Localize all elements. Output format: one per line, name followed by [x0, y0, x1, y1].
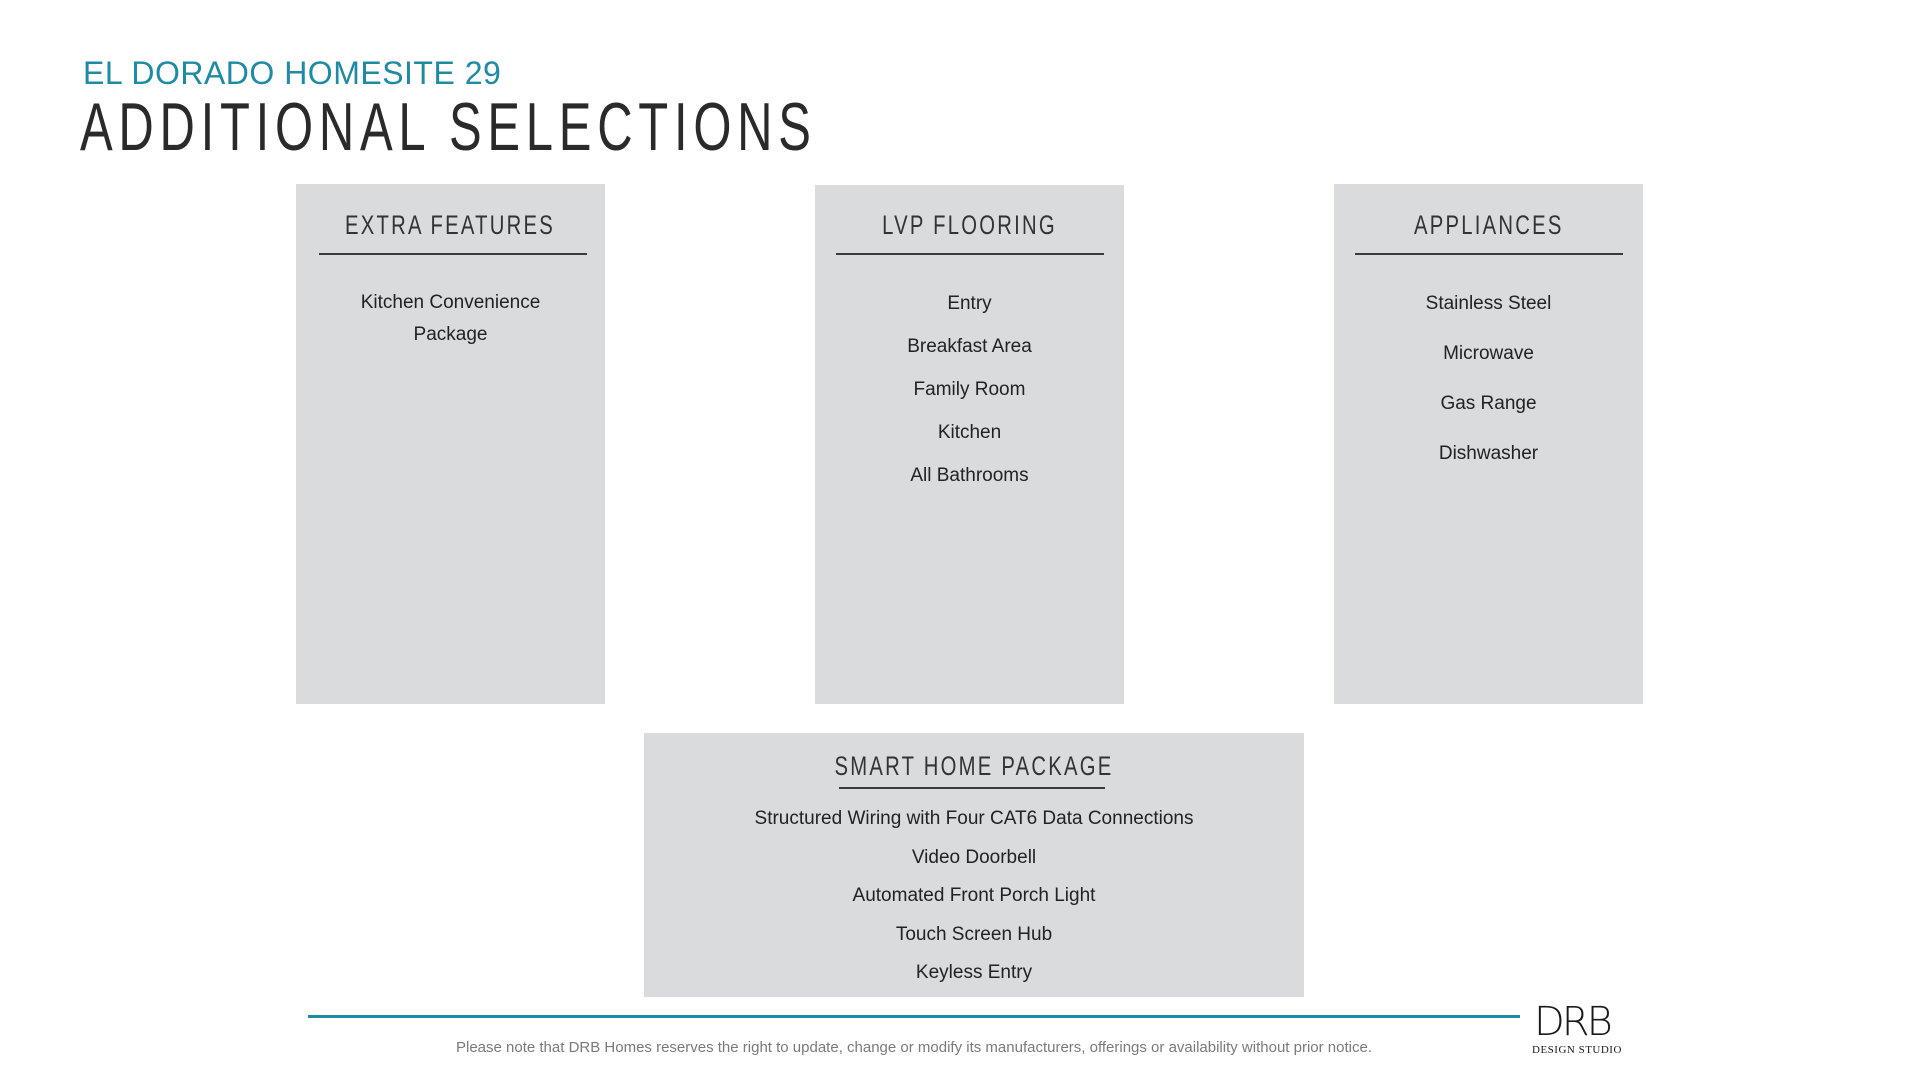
panel-smart-home [644, 733, 1304, 997]
panel-heading: SMART HOME PACKAGE [834, 751, 1114, 781]
list-item: Family Room [913, 379, 1026, 400]
footer-divider [308, 1015, 1520, 1018]
drb-design-studio-logo [1530, 1000, 1626, 1060]
list-item: Breakfast Area [907, 336, 1032, 357]
list-item: Package [413, 324, 488, 345]
list-item: Kitchen [937, 422, 1002, 443]
list-item: Kitchen Convenience [360, 292, 541, 313]
subtitle: EL DORADO HOMESITE 29 [83, 55, 502, 91]
heading-divider [1355, 253, 1623, 255]
footer-disclaimer: Please note that DRB Homes reserves the right to update, change or modify its manufacturers, offerings or availability without prior notice. [455, 1039, 1372, 1056]
list-item: Video Doorbell [911, 846, 1037, 868]
list-item: Stainless Steel [1425, 293, 1552, 314]
list-item: Touch Screen Hub [895, 923, 1053, 945]
logo-subtitle: DESIGN STUDIO [1532, 1044, 1622, 1056]
panel-items [1334, 292, 1643, 492]
list-item: All Bathrooms [910, 465, 1029, 486]
list-item: Dishwasher [1438, 443, 1539, 464]
heading-divider [839, 787, 1105, 789]
panel-items [296, 287, 605, 351]
panel-items [815, 292, 1124, 507]
list-item: Entry [947, 293, 992, 314]
list-item: Gas Range [1440, 393, 1537, 414]
heading-divider [319, 253, 587, 255]
list-item: Structured Wiring with Four CAT6 Data Connections [754, 808, 1194, 829]
list-item: Automated Front Porch Light [852, 885, 1096, 906]
list-item: Microwave [1443, 343, 1534, 364]
heading-divider [836, 253, 1104, 255]
panel-heading: APPLIANCES [1413, 210, 1564, 240]
panel-lvp-flooring [815, 185, 1124, 704]
panel-heading: LVP FLOORING [882, 210, 1057, 240]
panel-heading: EXTRA FEATURES [345, 210, 556, 240]
list-item: Keyless Entry [915, 962, 1033, 983]
page-title: ADDITIONAL SELECTIONS [80, 89, 817, 165]
logo-mark: DRB [1534, 999, 1610, 1045]
panel-extra-features [296, 184, 605, 704]
panel-appliances [1334, 184, 1643, 704]
panel-items [644, 800, 1304, 993]
